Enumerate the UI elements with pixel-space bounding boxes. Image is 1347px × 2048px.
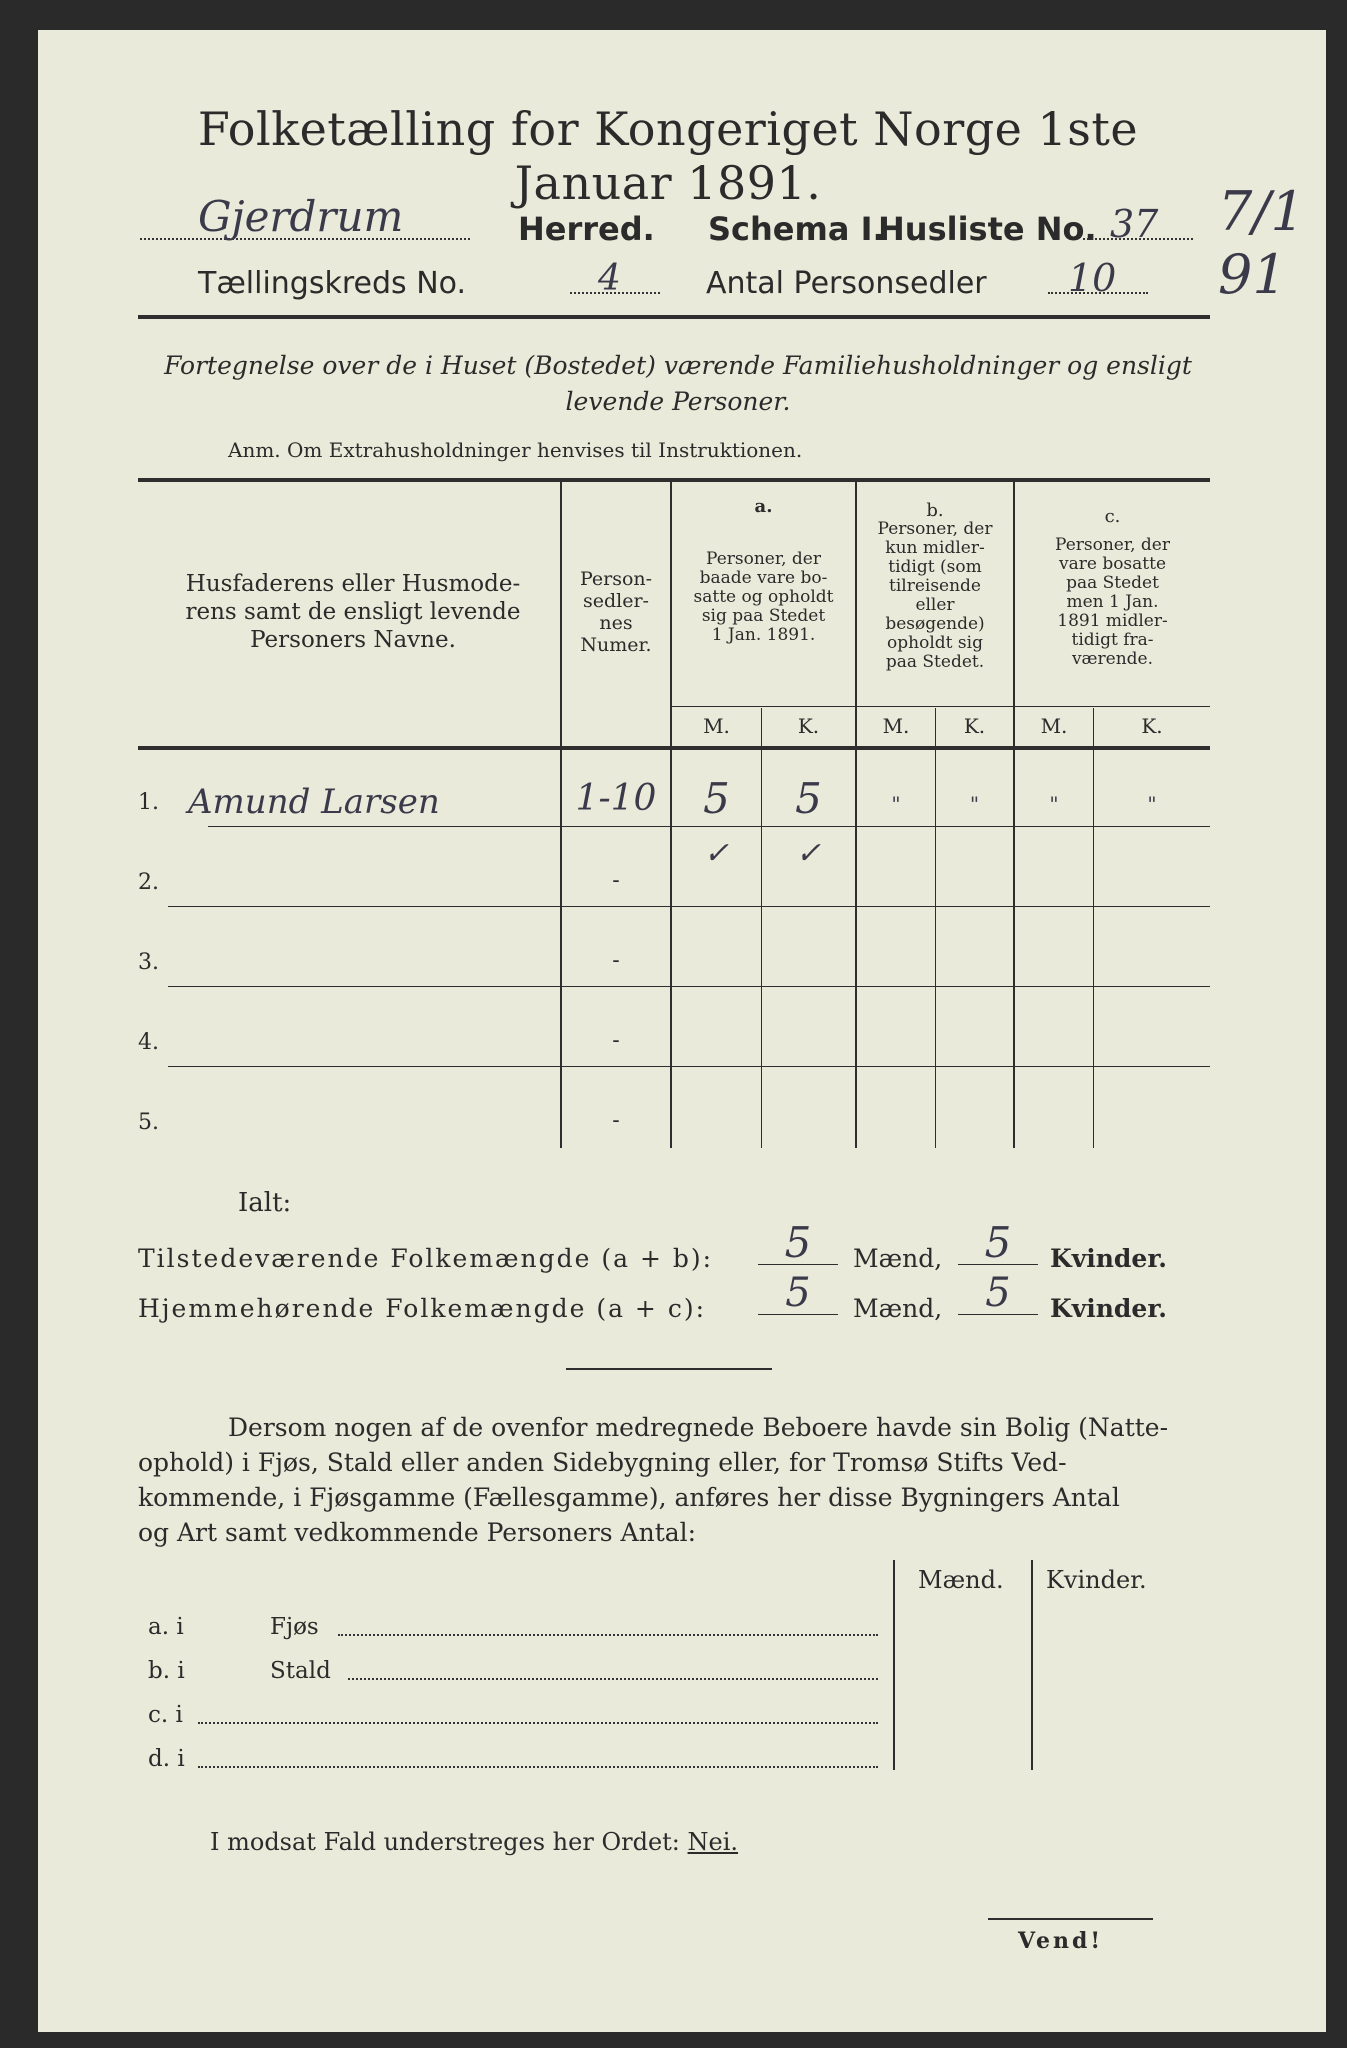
col-header-a-letter: a. — [754, 496, 773, 517]
row-number: 3. — [138, 950, 159, 975]
table-header-rule — [138, 746, 1210, 750]
header-rule — [138, 315, 1210, 319]
mk-divider — [1093, 708, 1094, 1148]
husliste-label: Husliste No. — [878, 210, 1097, 248]
row-numer: - — [612, 868, 620, 893]
building-d-label: d. i — [148, 1746, 185, 1772]
row-rule — [168, 1066, 1210, 1067]
paragraph-line-4: og Art samt vedkommende Personers Antal: — [138, 1518, 697, 1547]
vend-label: Vend! — [1018, 1928, 1104, 1954]
kvinder-label: Kvinder. — [1050, 1294, 1167, 1323]
census-form — [38, 30, 1326, 2032]
intro-line-2: levende Personer. — [565, 387, 791, 416]
building-col-divider — [893, 1560, 895, 1770]
building-d-dots — [198, 1766, 878, 1768]
col-header-c-letter: c. — [1104, 506, 1121, 527]
row-a-m-check: ✓ — [703, 836, 730, 871]
kreds-value: 4 — [598, 258, 621, 299]
maend-label: Mænd, — [853, 1294, 943, 1323]
col-header-b: Personer, der kun midler- tidigt (som tilreisende eller besøgende) opholdt sig paa Stedet. — [877, 519, 993, 672]
col-header-b-letter: b. — [926, 500, 944, 521]
hjemme-label: Hjemmehørende Folkemængde (a + c): — [138, 1294, 706, 1323]
tilstede-kvinder-value: 5 — [984, 1218, 1012, 1267]
nei-word: Nei. — [687, 1828, 739, 1856]
building-a-label: a. i — [148, 1614, 184, 1640]
col-b-k: K. — [963, 714, 986, 738]
row-a-k-check: ✓ — [795, 836, 822, 871]
vend-rule — [988, 1918, 1153, 1920]
row-b-k: " — [969, 792, 980, 816]
row-b-m: " — [891, 792, 901, 816]
row-number: 2. — [138, 870, 159, 895]
row-number: 1. — [138, 790, 159, 815]
row-number: 4. — [138, 1030, 159, 1055]
sidebygning-paragraph — [138, 1410, 1210, 1550]
row-c-m: " — [1049, 792, 1059, 816]
col-header-names: Husfaderens eller Husmode- rens samt de ensligt levende Personers Navne. — [185, 571, 521, 653]
table-top-rule — [138, 478, 1210, 482]
building-a-dots — [338, 1634, 878, 1636]
building-b-type: Stald — [270, 1658, 331, 1684]
building-c-label: c. i — [148, 1702, 183, 1728]
hjemme-kvinder-value: 5 — [985, 1270, 1011, 1316]
col-b-m: M. — [882, 714, 910, 738]
husliste-value: 37 — [1110, 202, 1159, 246]
col-a-m: M. — [703, 714, 730, 738]
row-name: Amund Larsen — [188, 782, 440, 822]
building-a-type: Fjøs — [270, 1614, 319, 1640]
row-numer: - — [612, 1108, 620, 1133]
mk-rule — [672, 706, 1210, 707]
separator — [566, 1368, 772, 1370]
tilstede-label: Tilstedeværende Folkemængde (a + b): — [138, 1244, 714, 1273]
building-b-label: b. i — [148, 1658, 185, 1684]
row-a-k: 5 — [795, 774, 822, 823]
col-header-c: Personer, der vare bosatte paa Stedet men 1 Jan. 1891 midler- tidigt fra- værende. — [1055, 535, 1170, 669]
paragraph-line-2: ophold) i Fjøs, Stald eller anden Sidebygning eller, for Tromsø Stifts Ved- — [138, 1448, 1067, 1477]
ialt-label: Ialt: — [238, 1188, 292, 1218]
form-title: Folketælling for Kongeriget Norge 1ste Januar 1891. — [197, 102, 1139, 210]
nei-instruction: I modsat Fald understreges her Ordet: Nei. — [210, 1828, 739, 1856]
row-rule — [208, 826, 1210, 827]
row-rule — [168, 906, 1210, 907]
row-rule — [168, 986, 1210, 987]
tilstede-maend-value: 5 — [784, 1218, 812, 1267]
row-numer: - — [612, 1028, 620, 1053]
row-numer: 1-10 — [575, 778, 657, 819]
kvinder-label: Kvinder. — [1050, 1244, 1167, 1273]
personsedler-value: 10 — [1068, 256, 1117, 300]
col-header-numer: Person- sedler- nes Numer. — [579, 568, 653, 656]
col-c-k: K. — [1141, 714, 1163, 738]
row-a-m: 5 — [703, 774, 730, 823]
herred-label: Herred. — [518, 210, 655, 248]
margin-note: 7/1 91 — [1218, 180, 1305, 306]
intro-text — [138, 348, 1218, 420]
herred-value: Gjerdrum — [198, 192, 404, 241]
kreds-label: Tællingskreds No. — [198, 266, 466, 301]
building-b-dots — [348, 1678, 878, 1680]
row-c-k: " — [1147, 792, 1157, 816]
mk-divider — [935, 708, 936, 1148]
building-c-dots — [198, 1722, 878, 1724]
row-number: 5. — [138, 1110, 159, 1135]
personsedler-label: Antal Personsedler — [706, 266, 987, 301]
building-maend-header: Mænd. — [918, 1566, 1004, 1594]
anm-note: Anm. Om Extrahusholdninger henvises til Instruktionen. — [228, 438, 803, 462]
building-kvinder-header: Kvinder. — [1046, 1566, 1147, 1594]
paragraph-line-1: Dersom nogen af de ovenfor medregnede Beboere havde sin Bolig (Natte- — [228, 1413, 1169, 1442]
schema-label: Schema I. — [708, 210, 885, 248]
col-header-a: Personer, der baade vare bo- satte og opholdt sig paa Stedet 1 Jan. 1891. — [693, 549, 834, 645]
row-numer: - — [612, 948, 620, 973]
col-c-m: M. — [1040, 714, 1068, 738]
hjemme-maend-value: 5 — [785, 1270, 811, 1316]
building-col-divider — [1031, 1560, 1033, 1770]
intro-line-1: Fortegnelse over de i Huset (Bostedet) værende Familiehusholdninger og ensligt — [164, 351, 1192, 380]
maend-label: Mænd, — [853, 1244, 943, 1273]
col-a-k: K. — [797, 714, 820, 738]
paragraph-line-3: kommende, i Fjøsgamme (Fællesgamme), anføres her disse Bygningers Antal — [138, 1483, 1120, 1512]
